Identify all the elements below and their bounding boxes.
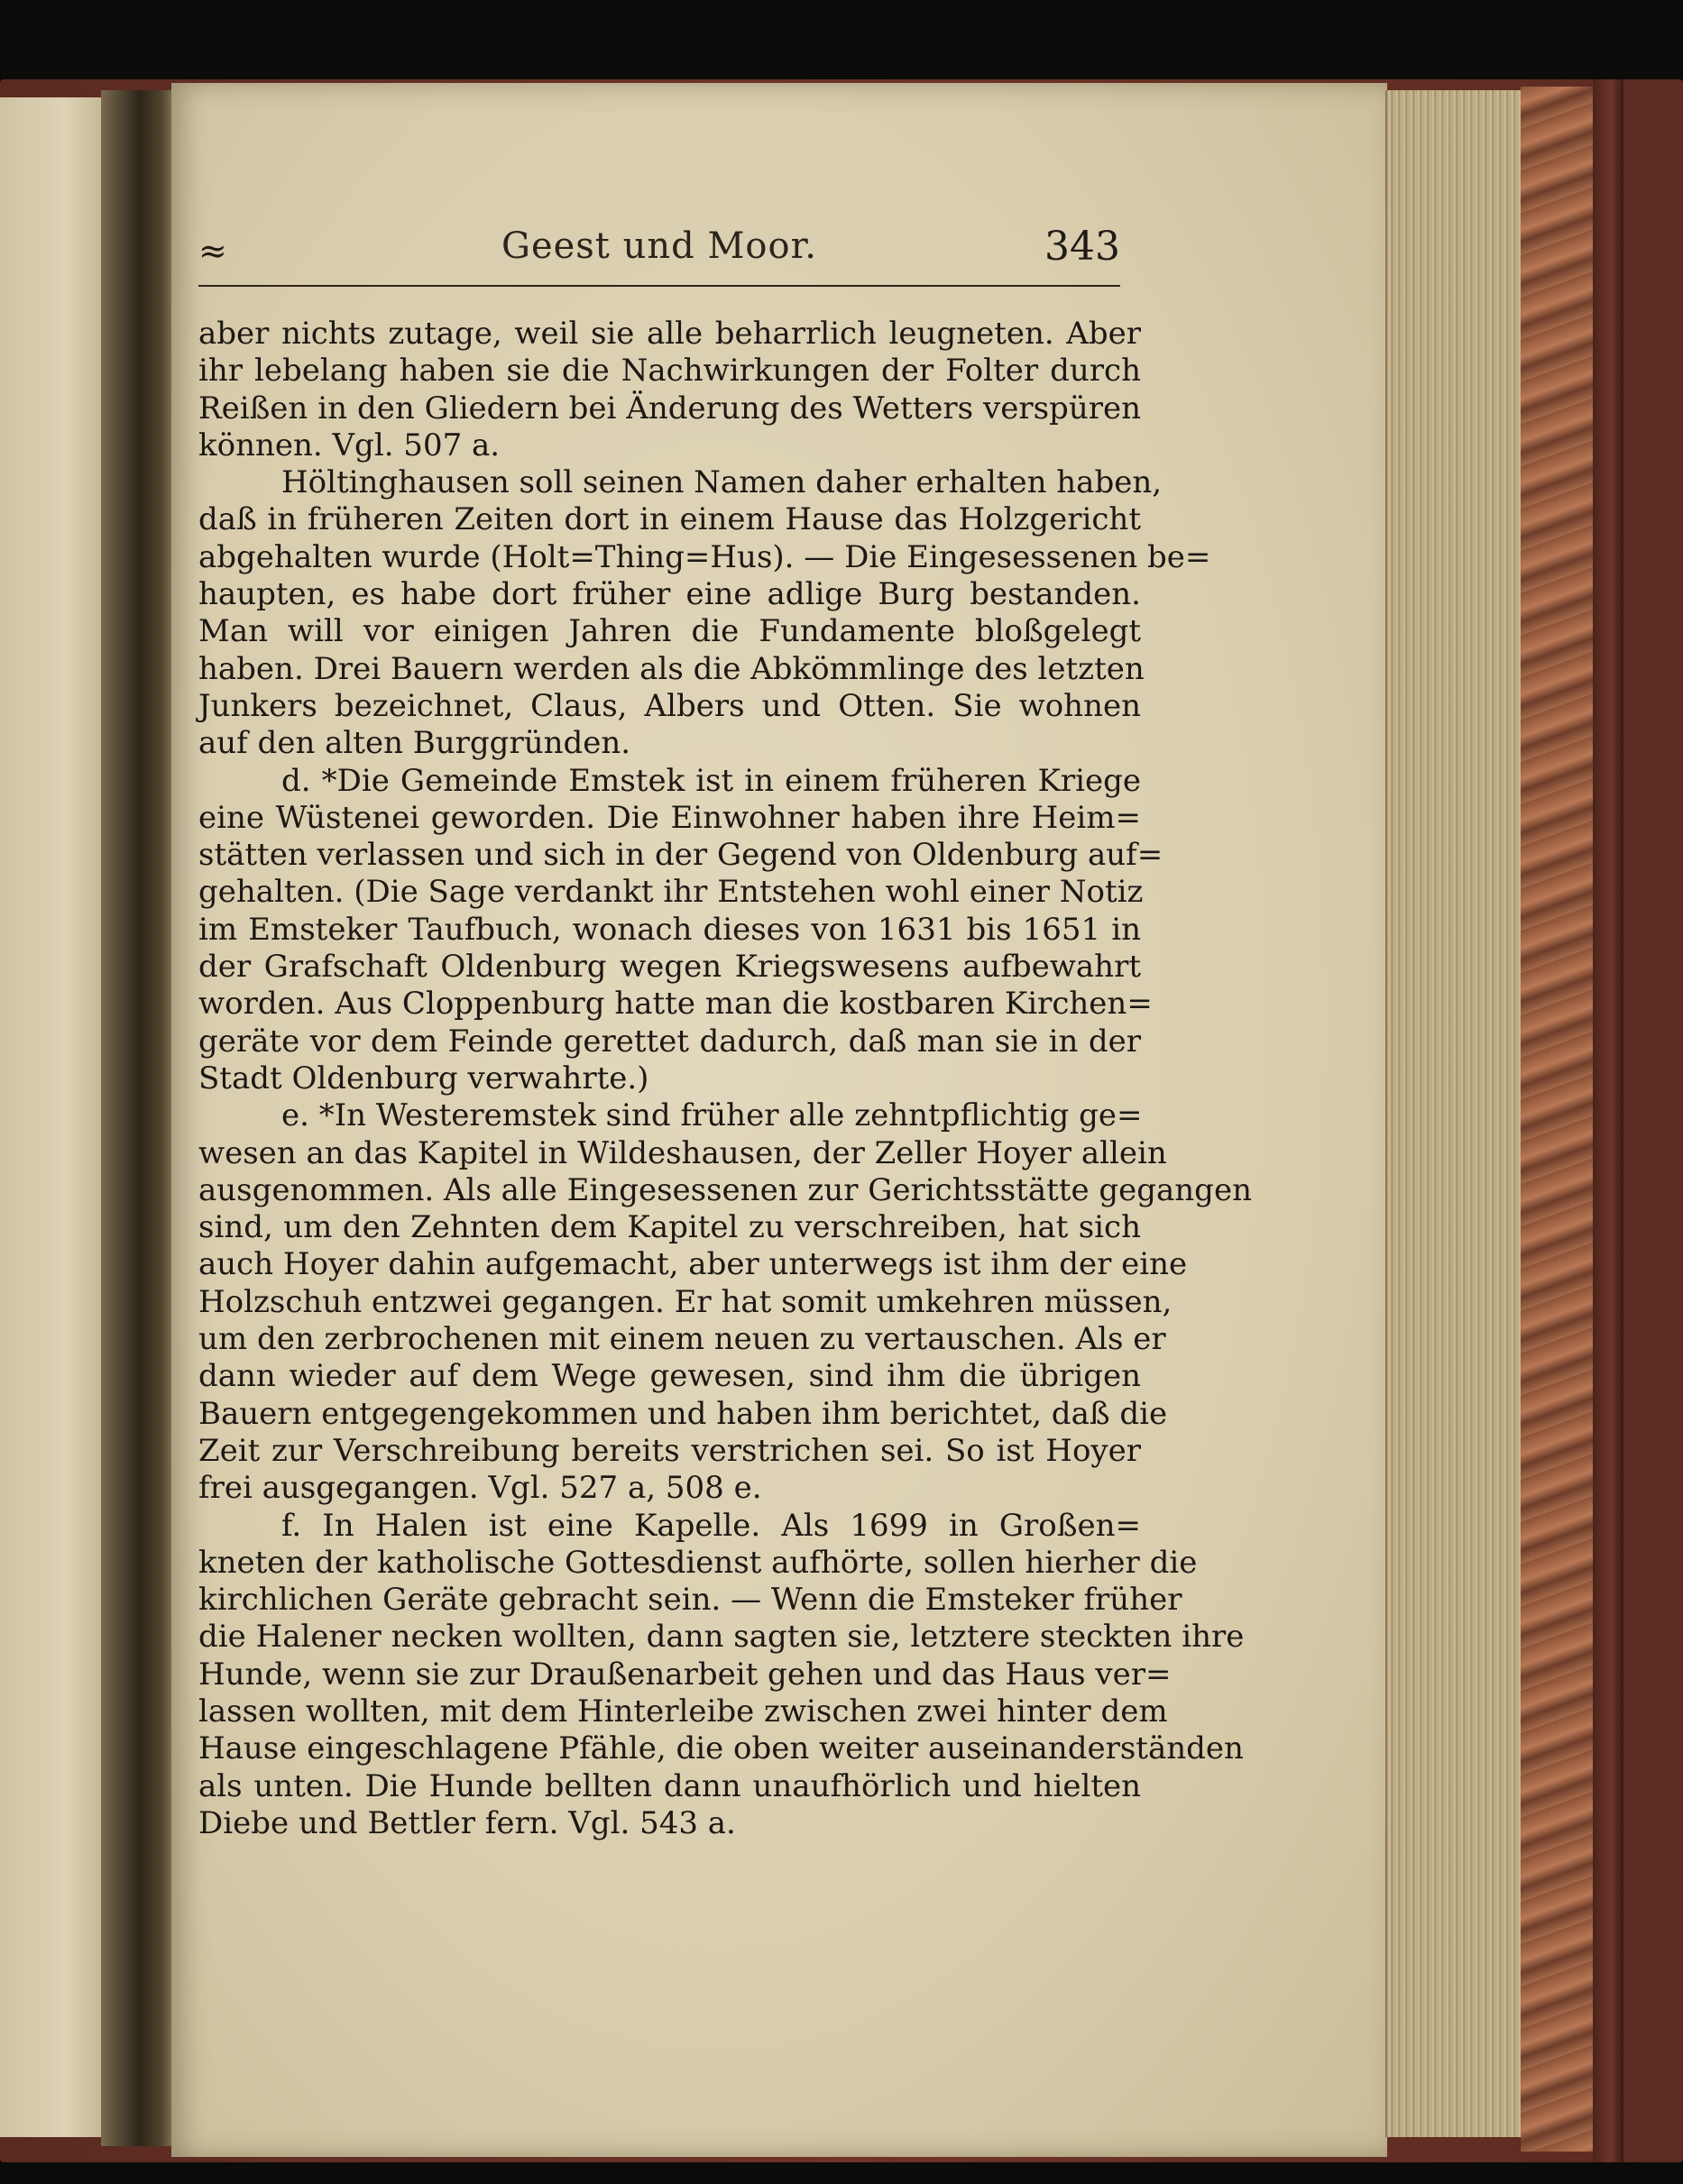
text-line: d. *Die Gemeinde Emstek ist in einem früheren Kriege (281, 762, 1141, 799)
paragraph (198, 762, 1163, 1098)
text-line: können. Vgl. 507 a. (198, 427, 501, 463)
text-line: Hunde, wenn sie zur Draußenarbeit gehen und das Haus ver= (198, 1656, 1172, 1693)
text-line: sind, um den Zehnten dem Kapitel zu verschreiben, hat sich (198, 1209, 1141, 1246)
text-line: Holzschuh entzwei gegangen. Er hat somit umkehren müssen, (198, 1283, 1173, 1320)
body-text (198, 316, 1252, 1842)
running-title: Geest und Moor. (501, 225, 818, 267)
text-line: abgehalten wurde (Holt=Thing=Hus). — Die Eingesessenen be= (198, 538, 1211, 575)
paragraph (198, 1097, 1252, 1507)
text-line: lassen wollten, mit dem Hinterleibe zwischen zwei hinter dem (198, 1693, 1168, 1730)
text-line: Diebe und Bettler fern. Vgl. 543 a. (198, 1804, 736, 1841)
text-line: frei ausgegangen. Vgl. 527 a, 508 e. (198, 1470, 762, 1507)
text-line: wesen an das Kapitel in Wildeshausen, der Zeller Hoyer allein (198, 1134, 1167, 1171)
text-line: als unten. Die Hunde bellten dann unaufhörlich und hielten (198, 1767, 1141, 1804)
text-line: kneten der katholische Gottesdienst aufhörte, sollen hierher die (198, 1544, 1198, 1581)
text-line: die Halener necken wollten, dann sagten sie, letztere steckten ihre (198, 1619, 1245, 1656)
page-edges (1385, 90, 1522, 2137)
text-line: auch Hoyer dahin aufgemacht, aber unterwegs ist ihm der eine (198, 1246, 1188, 1283)
text-line: aber nichts zutage, weil sie alle beharrlich leugneten. Aber (198, 316, 1141, 352)
text-line: Man will vor einigen Jahren die Fundamente bloßgelegt (198, 613, 1141, 650)
text-line: ihr lebelang haben sie die Nachwirkungen der Folter durch (198, 353, 1141, 390)
text-line: haupten, es habe dort früher eine adlige Burg bestanden. (198, 576, 1141, 613)
text-line: Junkers bezeichnet, Claus, Albers und Otten. Sie wohnen (198, 687, 1141, 724)
text-line: kirchlichen Geräte gebracht sein. — Wenn die Emsteker früher (198, 1582, 1182, 1619)
text-line: Hause eingeschlagene Pfähle, die oben weiter auseinanderständen (198, 1730, 1244, 1767)
text-line: eine Wüstenei geworden. Die Einwohner haben ihre Heim= (198, 799, 1141, 836)
text-line: f. In Halen ist eine Kapelle. Als 1699 in Großen= (281, 1507, 1141, 1544)
text-line: geräte vor dem Feinde gerettet dadurch, daß man sie in der (198, 1023, 1141, 1060)
text-line: Stadt Oldenburg verwahrte.) (198, 1060, 649, 1097)
text-line: dann wieder auf dem Wege gewesen, sind ihm die übrigen (198, 1358, 1141, 1395)
text-line: gehalten. (Die Sage verdankt ihr Entstehen wohl einer Notiz (198, 874, 1144, 911)
text-line: haben. Drei Bauern werden als die Abkömmlinge des letzten (198, 650, 1145, 687)
page-number: 343 (1044, 224, 1120, 270)
text-line: worden. Aus Cloppenburg hatte man die kostbaren Kirchen= (198, 986, 1153, 1023)
left-page-edge (0, 97, 108, 2137)
text-line: Reißen in den Gliedern bei Änderung des Wetters verspüren (198, 390, 1141, 427)
text-line: stätten verlassen und sich in der Gegend von Oldenburg auf= (198, 837, 1163, 874)
text-line: e. *In Westeremstek sind früher alle zehntpflichtig ge= (281, 1097, 1143, 1134)
text-line: auf den alten Burggründen. (198, 725, 631, 762)
corner-marker: ≈ (198, 231, 227, 271)
paragraph (198, 464, 1211, 762)
text-line: um den zerbrochenen mit einem neuen zu vertauschen. Als er (198, 1321, 1166, 1358)
header-rule (198, 285, 1120, 287)
page-header (198, 222, 1120, 276)
cover-edge (1593, 79, 1623, 2162)
text-line: ausgenommen. Als alle Eingesessenen zur Gerichtsstätte gegangen (198, 1171, 1252, 1208)
paragraph (198, 316, 1141, 464)
text-line: Zeit zur Verschreibung bereits verstrichen sei. So ist Hoyer (198, 1432, 1141, 1469)
text-line: im Emsteker Taufbuch, wonach dieses von 1631 bis 1651 in (198, 911, 1141, 948)
text-line: der Grafschaft Oldenburg wegen Kriegswesens aufbewahrt (198, 949, 1141, 986)
text-line: daß in früheren Zeiten dort in einem Hause das Holzgericht (198, 501, 1141, 538)
text-line: Höltinghausen soll seinen Namen daher erhalten haben, (281, 464, 1163, 501)
paragraph (198, 1507, 1245, 1843)
text-line: Bauern entgegengekommen und haben ihm berichtet, daß die (198, 1395, 1168, 1432)
marbled-edge (1521, 87, 1593, 2152)
